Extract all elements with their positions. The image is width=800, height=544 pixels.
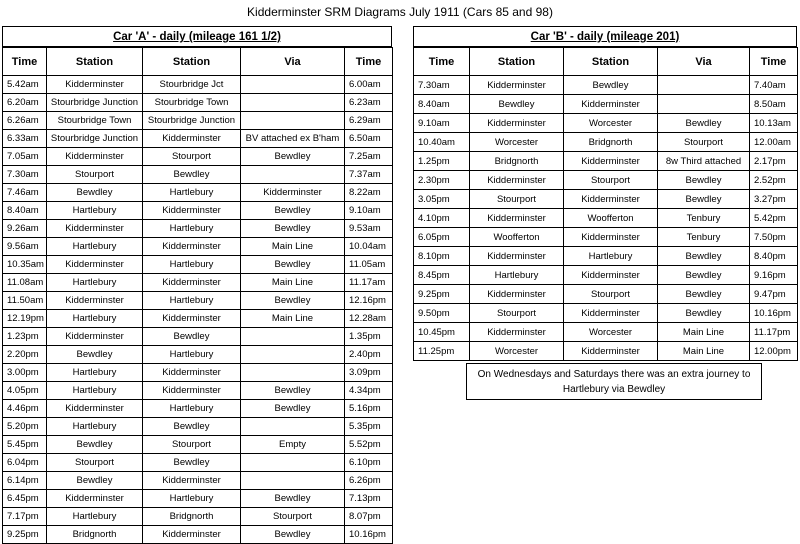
from-station-cell: Kidderminster [470,247,564,266]
table-row [3,202,393,220]
column-header: Time [3,48,47,76]
car-a-heading [2,27,392,47]
departure-time-cell: 9.50pm [414,304,470,323]
to-station-cell: Kidderminster [143,310,241,328]
column-header: Station [143,48,241,76]
departure-time-cell: 8.40am [414,95,470,114]
car-a-header-row [3,48,393,76]
departure-time-cell: 5.42am [3,76,47,94]
arrival-time-cell: 2.52pm [750,171,798,190]
arrival-time-cell: 6.10pm [345,454,393,472]
to-station-cell: Stourport [564,285,658,304]
departure-time-cell: 8.10pm [414,247,470,266]
departure-time-cell: 1.25pm [414,152,470,171]
departure-time-cell: 5.45pm [3,436,47,454]
departure-time-cell: 6.33am [3,130,47,148]
to-station-cell: Kidderminster [564,304,658,323]
table-row [3,76,393,94]
from-station-cell: Hartlebury [47,418,143,436]
from-station-cell: Worcester [470,342,564,361]
from-station-cell: Kidderminster [47,148,143,166]
table-row [3,292,393,310]
table-row [3,166,393,184]
departure-time-cell: 6.04pm [3,454,47,472]
table-row [3,310,393,328]
from-station-cell: Hartlebury [47,382,143,400]
to-station-cell: Stourbridge Jct [143,76,241,94]
departure-time-cell: 2.20pm [3,346,47,364]
from-station-cell: Stourport [470,304,564,323]
table-row [414,266,798,285]
via-cell: Bewdley [241,400,345,418]
arrival-time-cell: 9.16pm [750,266,798,285]
to-station-cell: Hartlebury [143,346,241,364]
arrival-time-cell: 5.42pm [750,209,798,228]
from-station-cell: Hartlebury [47,364,143,382]
arrival-time-cell: 5.35pm [345,418,393,436]
departure-time-cell: 6.05pm [414,228,470,247]
arrival-time-cell: 12.16pm [345,292,393,310]
arrival-time-cell: 7.13pm [345,490,393,508]
table-row [3,328,393,346]
via-cell [658,76,750,95]
table-row [3,220,393,238]
arrival-time-cell: 6.00am [345,76,393,94]
via-cell: Bewdley [658,171,750,190]
departure-time-cell: 5.20pm [3,418,47,436]
column-header: Station [470,48,564,76]
from-station-cell: Kidderminster [47,220,143,238]
departure-time-cell: 6.26am [3,112,47,130]
to-station-cell: Worcester [564,323,658,342]
departure-time-cell: 9.56am [3,238,47,256]
table-row [414,323,798,342]
table-row [3,490,393,508]
table-row [3,256,393,274]
arrival-time-cell: 10.16pm [345,526,393,544]
table-row [414,190,798,209]
to-station-cell: Bewdley [143,166,241,184]
arrival-time-cell: 5.16pm [345,400,393,418]
departure-time-cell: 9.25pm [3,526,47,544]
departure-time-cell: 6.45pm [3,490,47,508]
via-cell [241,112,345,130]
from-station-cell: Kidderminster [47,490,143,508]
departure-time-cell: 11.25pm [414,342,470,361]
table-row [3,130,393,148]
from-station-cell: Bridgnorth [470,152,564,171]
departure-time-cell: 11.08am [3,274,47,292]
via-cell: Bewdley [658,304,750,323]
arrival-time-cell: 6.26pm [345,472,393,490]
departure-time-cell: 1.23pm [3,328,47,346]
arrival-time-cell: 8.50am [750,95,798,114]
departure-time-cell: 8.40am [3,202,47,220]
from-station-cell: Kidderminster [47,256,143,274]
via-cell [241,364,345,382]
table-row [414,95,798,114]
table-row [3,508,393,526]
via-cell [241,418,345,436]
arrival-time-cell: 3.09pm [345,364,393,382]
table-row [414,247,798,266]
table-row [3,400,393,418]
via-cell [658,95,750,114]
arrival-time-cell: 6.29am [345,112,393,130]
via-cell: Main Line [241,310,345,328]
to-station-cell: Stourbridge Town [143,94,241,112]
table-row [3,346,393,364]
table-row [414,114,798,133]
car-b-header-row [414,48,798,76]
via-cell: Bewdley [241,256,345,274]
departure-time-cell: 10.40am [414,133,470,152]
extra-journey-note [466,363,762,400]
from-station-cell: Stourport [470,190,564,209]
car-a-panel [2,26,392,544]
via-cell [241,454,345,472]
column-header: Station [47,48,143,76]
via-cell: Bewdley [241,220,345,238]
via-cell: Stourport [658,133,750,152]
arrival-time-cell: 5.52pm [345,436,393,454]
from-station-cell: Bridgnorth [47,526,143,544]
departure-time-cell: 7.05am [3,148,47,166]
from-station-cell: Kidderminster [470,171,564,190]
via-cell: Tenbury [658,228,750,247]
via-cell [241,472,345,490]
via-cell [241,94,345,112]
via-cell: 8w Third attached [658,152,750,171]
departure-time-cell: 10.35am [3,256,47,274]
to-station-cell: Bewdley [143,454,241,472]
via-cell [241,166,345,184]
to-station-cell: Kidderminster [143,202,241,220]
from-station-cell: Kidderminster [47,76,143,94]
via-cell: Tenbury [658,209,750,228]
via-cell: Bewdley [241,202,345,220]
column-header: Time [414,48,470,76]
departure-time-cell: 8.45pm [414,266,470,285]
via-cell: Bewdley [658,266,750,285]
arrival-time-cell: 11.05am [345,256,393,274]
departure-time-cell: 7.46am [3,184,47,202]
to-station-cell: Stourport [143,148,241,166]
departure-time-cell: 7.17pm [3,508,47,526]
via-cell: Bewdley [241,148,345,166]
from-station-cell: Stourbridge Junction [47,130,143,148]
column-header: Time [750,48,798,76]
to-station-cell: Bewdley [143,418,241,436]
table-row [3,436,393,454]
table-row [3,148,393,166]
from-station-cell: Bewdley [470,95,564,114]
to-station-cell: Kidderminster [564,95,658,114]
table-row [414,285,798,304]
table-row [3,382,393,400]
departure-time-cell: 4.46pm [3,400,47,418]
arrival-time-cell: 4.34pm [345,382,393,400]
arrival-time-cell: 6.50am [345,130,393,148]
from-station-cell: Hartlebury [47,274,143,292]
from-station-cell: Stourport [47,166,143,184]
to-station-cell: Hartlebury [143,220,241,238]
departure-time-cell: 6.20am [3,94,47,112]
arrival-time-cell: 12.00pm [750,342,798,361]
from-station-cell: Hartlebury [470,266,564,285]
via-cell [241,346,345,364]
column-header: Via [658,48,750,76]
to-station-cell: Stourport [143,436,241,454]
from-station-cell: Hartlebury [47,238,143,256]
table-row [3,274,393,292]
arrival-time-cell: 6.23am [345,94,393,112]
arrival-time-cell: 10.16pm [750,304,798,323]
via-cell [241,328,345,346]
from-station-cell: Worcester [470,133,564,152]
arrival-time-cell: 11.17am [345,274,393,292]
from-station-cell: Bewdley [47,184,143,202]
via-cell: Main Line [241,274,345,292]
column-header: Time [345,48,393,76]
to-station-cell: Stourport [564,171,658,190]
table-row [414,171,798,190]
arrival-time-cell: 12.28am [345,310,393,328]
from-station-cell: Kidderminster [470,114,564,133]
table-row [414,228,798,247]
arrival-time-cell: 3.27pm [750,190,798,209]
from-station-cell: Kidderminster [470,323,564,342]
arrival-time-cell: 9.10am [345,202,393,220]
arrival-time-cell: 9.53am [345,220,393,238]
to-station-cell: Hartlebury [143,256,241,274]
car-b-table [413,47,798,361]
to-station-cell: Hartlebury [143,184,241,202]
via-cell: Bewdley [658,285,750,304]
car-a-table [2,47,393,544]
to-station-cell: Kidderminster [143,526,241,544]
to-station-cell: Hartlebury [143,292,241,310]
to-station-cell: Hartlebury [564,247,658,266]
to-station-cell: Bridgnorth [564,133,658,152]
departure-time-cell: 10.45pm [414,323,470,342]
from-station-cell: Kidderminster [470,76,564,95]
via-cell: Main Line [658,323,750,342]
table-row [414,76,798,95]
to-station-cell: Kidderminster [143,364,241,382]
column-header: Via [241,48,345,76]
table-row [3,472,393,490]
arrival-time-cell: 2.17pm [750,152,798,171]
to-station-cell: Kidderminster [143,130,241,148]
from-station-cell: Bewdley [47,436,143,454]
to-station-cell: Bridgnorth [143,508,241,526]
via-cell: Bewdley [241,382,345,400]
to-station-cell: Kidderminster [564,228,658,247]
via-cell [241,76,345,94]
to-station-cell: Kidderminster [564,152,658,171]
via-cell: Bewdley [658,247,750,266]
to-station-cell: Kidderminster [143,472,241,490]
column-header: Station [564,48,658,76]
via-cell: Stourport [241,508,345,526]
to-station-cell: Bewdley [564,76,658,95]
departure-time-cell: 11.50am [3,292,47,310]
to-station-cell: Kidderminster [143,238,241,256]
arrival-time-cell: 7.50pm [750,228,798,247]
departure-time-cell: 9.25pm [414,285,470,304]
via-cell: Bewdley [658,190,750,209]
departure-time-cell: 7.30am [414,76,470,95]
via-cell: BV attached ex B'ham [241,130,345,148]
arrival-time-cell: 2.40pm [345,346,393,364]
via-cell: Bewdley [241,526,345,544]
table-row [414,209,798,228]
from-station-cell: Hartlebury [47,508,143,526]
car-b-panel [413,26,797,361]
to-station-cell: Kidderminster [143,274,241,292]
table-row [3,364,393,382]
from-station-cell: Kidderminster [47,292,143,310]
arrival-time-cell: 10.04am [345,238,393,256]
arrival-time-cell: 11.17pm [750,323,798,342]
departure-time-cell: 4.05pm [3,382,47,400]
to-station-cell: Stourbridge Junction [143,112,241,130]
to-station-cell: Hartlebury [143,400,241,418]
via-cell: Bewdley [241,292,345,310]
table-row [414,342,798,361]
via-cell: Main Line [241,238,345,256]
via-cell: Empty [241,436,345,454]
departure-time-cell: 9.10am [414,114,470,133]
via-cell: Main Line [658,342,750,361]
from-station-cell: Kidderminster [47,400,143,418]
arrival-time-cell: 10.13am [750,114,798,133]
from-station-cell: Stourport [47,454,143,472]
table-row [3,238,393,256]
to-station-cell: Woofferton [564,209,658,228]
to-station-cell: Kidderminster [143,382,241,400]
table-row [3,112,393,130]
to-station-cell: Kidderminster [564,342,658,361]
document-title: Kidderminster SRM Diagrams July 1911 (Cars 85 and 98) [247,5,553,19]
arrival-time-cell: 1.35pm [345,328,393,346]
arrival-time-cell: 9.47pm [750,285,798,304]
arrival-time-cell: 7.25am [345,148,393,166]
from-station-cell: Kidderminster [470,285,564,304]
to-station-cell: Kidderminster [564,266,658,285]
from-station-cell: Stourbridge Town [47,112,143,130]
to-station-cell: Bewdley [143,328,241,346]
table-row [414,133,798,152]
via-cell: Bewdley [241,490,345,508]
arrival-time-cell: 8.40pm [750,247,798,266]
arrival-time-cell: 7.37am [345,166,393,184]
table-row [3,418,393,436]
to-station-cell: Worcester [564,114,658,133]
car-b-heading-text: Car 'B' - daily (mileage 201) [530,31,680,43]
departure-time-cell: 7.30am [3,166,47,184]
departure-time-cell: 3.00pm [3,364,47,382]
via-cell: Bewdley [658,114,750,133]
table-row [3,184,393,202]
from-station-cell: Woofferton [470,228,564,247]
from-station-cell: Hartlebury [47,310,143,328]
arrival-time-cell: 7.40am [750,76,798,95]
arrival-time-cell: 8.22am [345,184,393,202]
departure-time-cell: 2.30pm [414,171,470,190]
table-row [414,152,798,171]
departure-time-cell: 9.26am [3,220,47,238]
via-cell: Kidderminster [241,184,345,202]
table-row [3,454,393,472]
departure-time-cell: 4.10pm [414,209,470,228]
to-station-cell: Kidderminster [564,190,658,209]
table-row [414,304,798,323]
car-b-heading [413,27,797,47]
table-row [3,94,393,112]
from-station-cell: Kidderminster [47,328,143,346]
arrival-time-cell: 8.07pm [345,508,393,526]
note-text: On Wednesdays and Saturdays there was an extra journey to Hartlebury via Bewdley [477,368,751,395]
departure-time-cell: 6.14pm [3,472,47,490]
table-row [3,526,393,544]
to-station-cell: Hartlebury [143,490,241,508]
arrival-time-cell: 12.00am [750,133,798,152]
from-station-cell: Kidderminster [470,209,564,228]
from-station-cell: Stourbridge Junction [47,94,143,112]
from-station-cell: Bewdley [47,472,143,490]
departure-time-cell: 12.19pm [3,310,47,328]
from-station-cell: Hartlebury [47,202,143,220]
from-station-cell: Bewdley [47,346,143,364]
departure-time-cell: 3.05pm [414,190,470,209]
car-a-heading-text: Car 'A' - daily (mileage 161 1/2) [113,31,281,43]
